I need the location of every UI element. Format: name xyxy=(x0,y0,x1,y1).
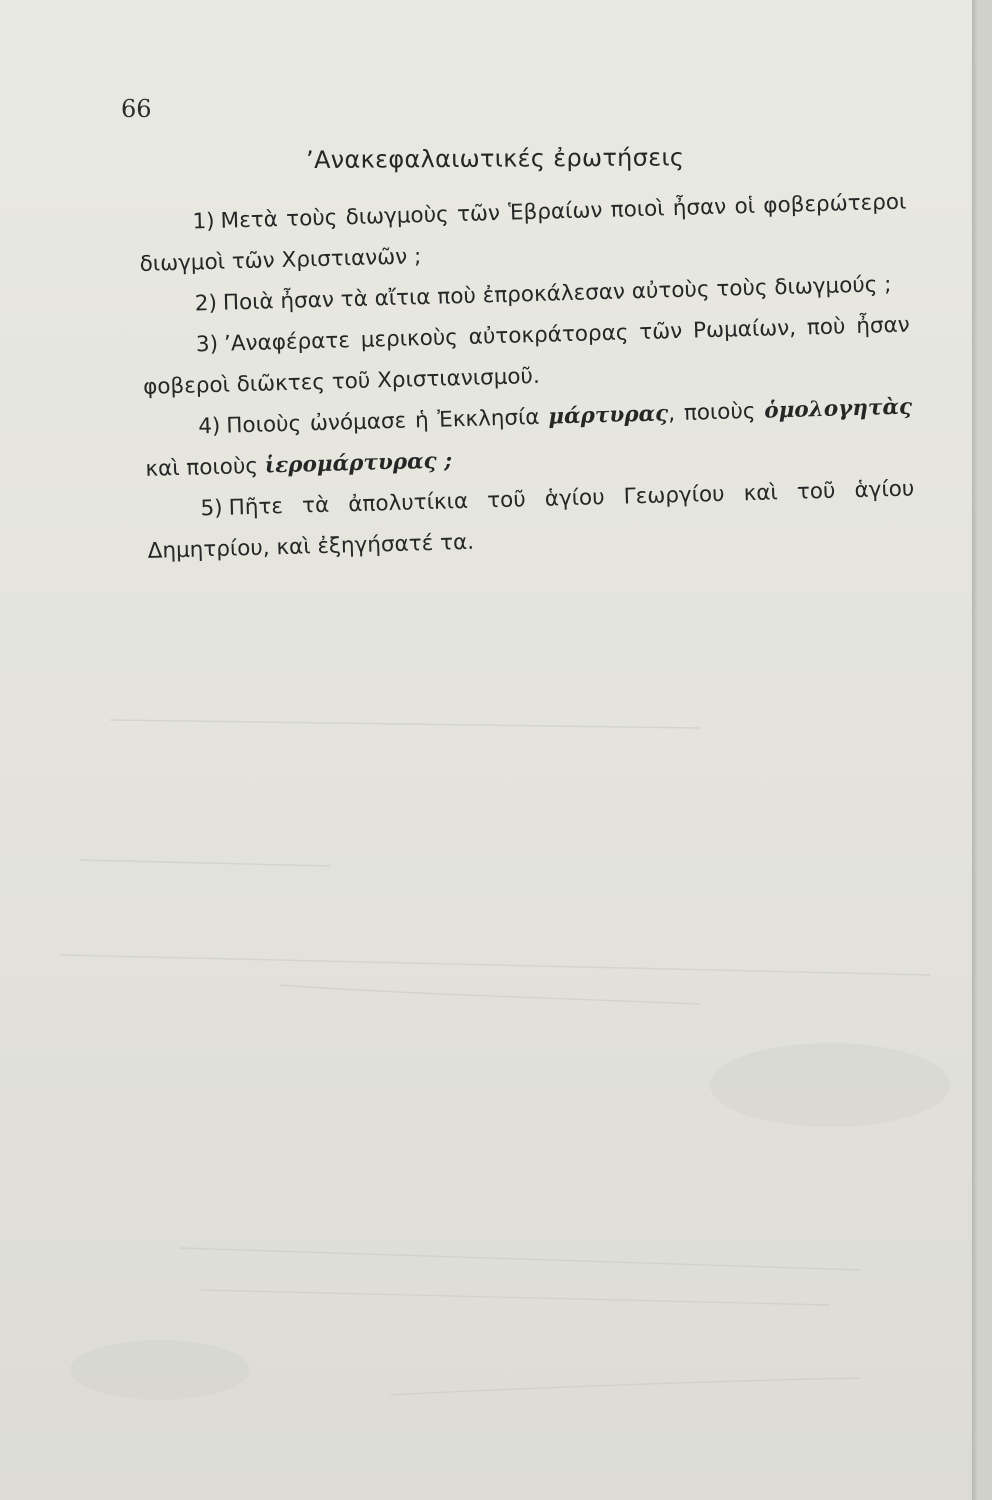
emphasized-term: ὁμολογητὰς xyxy=(763,394,913,424)
question-text: , ποιοὺς xyxy=(667,398,765,427)
question-number: 3) xyxy=(195,331,219,358)
question-number: 2) xyxy=(194,290,218,317)
question-text: Πῆτε τὰ ἀπολυτίκια τοῦ ἁγίου Γεωργίου καὶ τοῦ ἁγίου Δημητρίου, καὶ ἐξηγήσατέ τα. xyxy=(147,476,915,564)
question-list xyxy=(138,182,916,572)
question-text: Μετὰ τοὺς διωγμοὺς τῶν Ἑβραίων ποιοὶ ἦσαν οἱ φοβερώτεροι διωγμοὶ τῶν Χριστιανῶν ; xyxy=(139,189,907,277)
emphasized-term: ἱερομάρτυρας ; xyxy=(264,448,453,479)
question-text: ’Αναφέρατε μερικοὺς αὐτοκράτορας τῶν Ρωμαίων, ποὺ ἦσαν φοβεροὶ διῶκτες τοῦ Χριστιανισμοῦ. xyxy=(142,312,911,400)
page-edge xyxy=(972,0,992,1500)
question-number: 5) xyxy=(200,495,223,522)
page-number: 66 xyxy=(121,95,152,123)
page-title: ’Ανακεφαλαιωτικές ἐρωτήσεις xyxy=(306,143,685,174)
emphasized-term: μάρτυρας xyxy=(548,401,669,430)
question-number: 1) xyxy=(192,208,215,235)
question-text: Ποιοὺς ὠνόμασε ἡ Ἐκκλησία xyxy=(225,404,549,439)
question-text: Ποιὰ ἦσαν τὰ αἴτια ποὺ ἐπροκάλεσαν αὐτοὺς τοὺς διωγμούς ; xyxy=(222,271,892,316)
question-text: καὶ ποιοὺς xyxy=(145,453,266,482)
question-number: 4) xyxy=(197,413,221,440)
